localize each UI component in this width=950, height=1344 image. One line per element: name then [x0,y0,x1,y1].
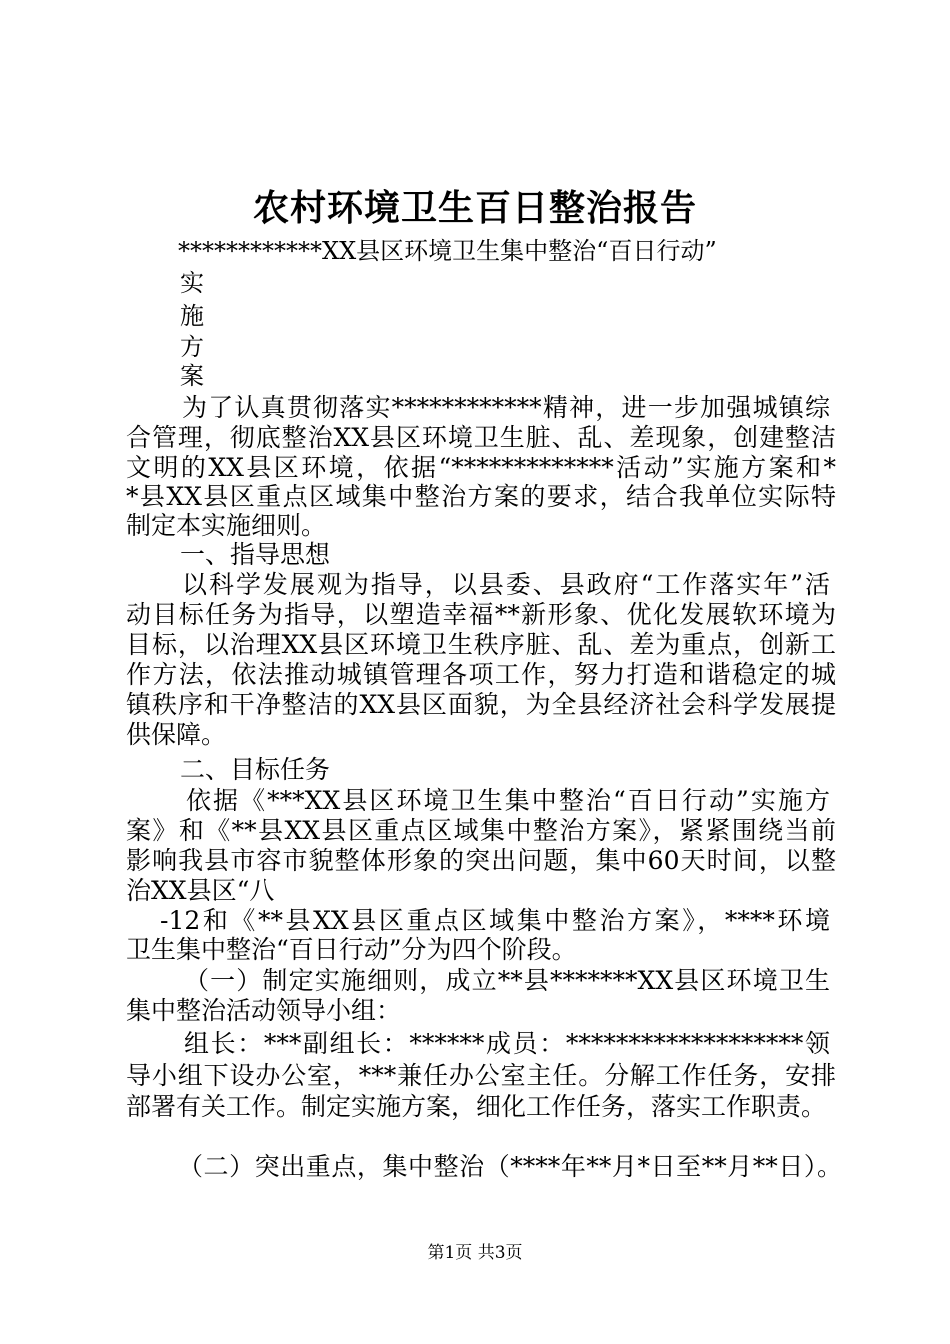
body-line: 案》和《**县XX县区重点区域集中整治方案》，紧紧围绕当前 [126,816,836,845]
body-line: 为了认真贯彻落实************精神，进一步加强城镇综 [182,393,830,422]
document-subtitle: ************XX县区环境卫生集中整治“百日行动” [178,237,717,265]
body-line: *县XX县区重点区域集中整治方案的要求，结合我单位实际特 [126,482,836,511]
body-line: 影响我县市容市貌整体形象的突出问题，集中60天时间，以整 [126,846,836,875]
vertical-char: 方 [180,333,204,361]
body-line: 卫生集中整治“百日行动”分为四个阶段。 [126,935,577,964]
body-line: 合管理，彻底整治XX县区环境卫生脏、乱、差现象，创建整洁 [126,423,836,452]
body-line: 作方法，依法推动城镇管理各项工作，努力打造和谐稳定的城 [126,660,836,689]
body-line: 部署有关工作。制定实施方案，细化工作任务，落实工作职责。 [126,1092,827,1121]
vertical-char: 施 [180,302,204,330]
section-heading: 二、目标任务 [180,755,331,784]
section-heading: 一、指导思想 [180,540,331,569]
body-line: 治XX县区“八 [126,876,275,905]
vertical-char: 案 [180,362,204,390]
body-line: 依据《***XX县区环境卫生集中整治“百日行动”实施方 [186,786,830,815]
body-line: 供保障。 [126,720,227,749]
body-line: 以科学发展观为指导，以县委、县政府“工作落实年”活 [182,570,830,599]
body-line: 镇秩序和干净整洁的XX县区面貌，为全县经济社会科学发展提 [126,690,836,719]
body-line: 动目标任务为指导，以塑造幸福**新形象、优化发展软环境为 [126,600,836,629]
body-line: 目标，以治理XX县区环境卫生秩序脏、乱、差为重点，创新工 [126,630,836,659]
body-line: 集中整治活动领导小组： [126,996,402,1025]
body-line: 制定本实施细则。 [126,511,327,540]
page-footer: 第1页 共3页 [427,1243,523,1263]
document-title: 农村环境卫生百日整治报告 [252,187,697,229]
body-line: 组长：***副组长：******成员：*******************领 [184,1029,830,1058]
body-line: （一）制定实施细则，成立**县*******XX县区环境卫生 [184,966,830,995]
body-line: （二）突出重点，集中整治（****年**月*日至**月**日）。 [178,1152,842,1181]
vertical-char: 实 [180,269,204,297]
body-line: 导小组下设办公室，***兼任办公室主任。分解工作任务，安排 [126,1061,836,1090]
body-line: 文明的XX县区环境，依据“*************活动”实施方案和* [126,453,836,482]
body-line: -12和《**县XX县区重点区域集中整治方案》，****环境 [160,906,830,935]
